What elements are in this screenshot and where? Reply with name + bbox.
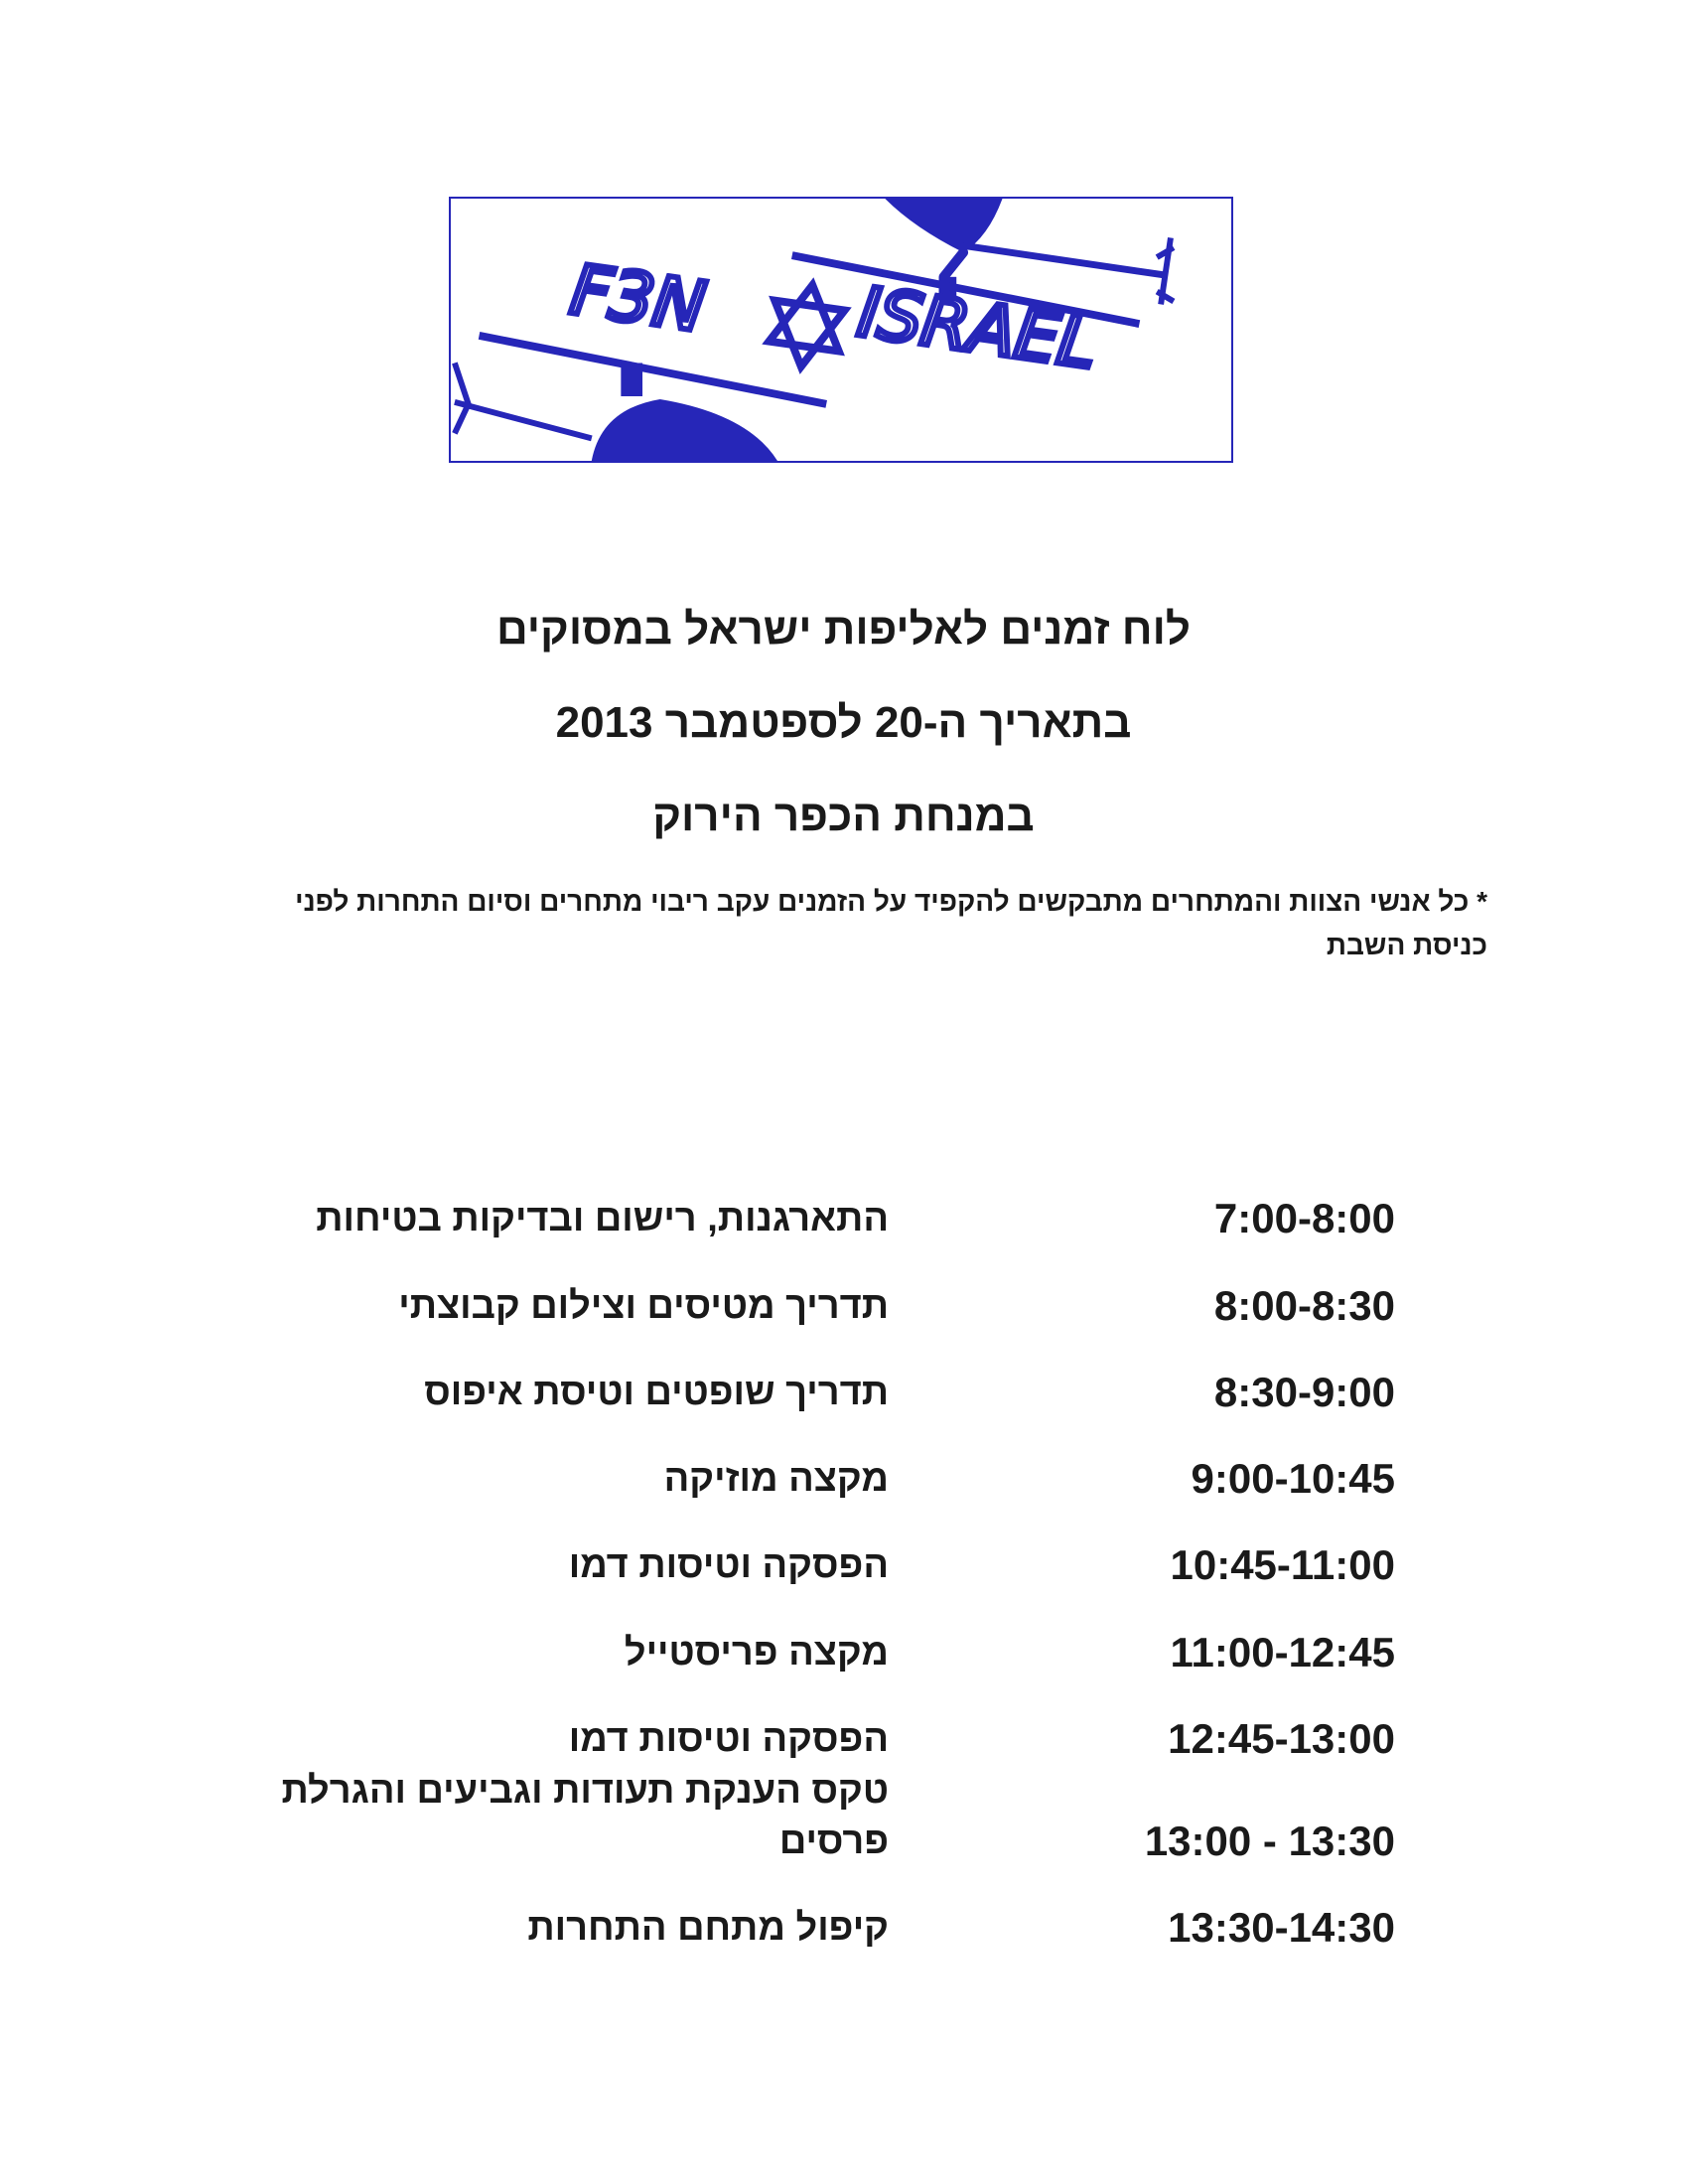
schedule-event-continued: פרסים: [778, 1820, 889, 1862]
notice-line: * כל אנשי הצוות והמתחרים מתבקשים להקפיד על הזמנים עקב ריבוי מתחרים וסיום התחרות לפני: [295, 886, 1487, 917]
schedule-time: 12:45-13:00: [1168, 1715, 1395, 1762]
schedule-event: מקצה מוזיקה: [663, 1458, 889, 1500]
page-title: לוח זמנים לאליפות ישראל במסוקים: [495, 605, 1192, 654]
schedule-event: קיפול מתחם התחרות: [527, 1907, 889, 1949]
schedule-event: תדריך שופטים וטיסת איפוס: [424, 1372, 889, 1413]
notice-line: כניסת השבת: [1326, 930, 1487, 960]
schedule-time: 13:30-14:30: [1168, 1904, 1395, 1951]
event-location: במנחת הכפר הירוק: [652, 792, 1035, 840]
schedule-time: 13:00 - 13:30: [1144, 1818, 1395, 1864]
event-date: בתאריך ה-20 לספטמבר 2013: [555, 698, 1132, 747]
schedule-event: תדריך מטיסים וצילום קבוצתי: [398, 1285, 889, 1327]
logo-text-f3n: F3N: [566, 250, 710, 349]
schedule-time: 7:00-8:00: [1213, 1195, 1395, 1241]
schedule-event: התארגנות, רישום ובדיקות בטיחות: [316, 1198, 889, 1239]
schedule-event: מקצה פריסטייל: [624, 1632, 889, 1674]
schedule-event: הפסקה וטיסות דמו: [568, 1718, 889, 1760]
logo-text-israel: ISRAEL: [853, 272, 1102, 385]
schedule-time: 10:45-11:00: [1170, 1541, 1395, 1588]
schedule-time: 8:30-9:00: [1213, 1369, 1395, 1415]
schedule-time: 11:00-12:45: [1170, 1629, 1395, 1675]
schedule-event: הפסקה וטיסות דמו: [568, 1544, 889, 1586]
schedule-time: 8:00-8:30: [1213, 1282, 1395, 1329]
schedule-time: 9:00-10:45: [1191, 1455, 1395, 1502]
schedule-event: טקס הענקת תעודות וגביעים והגרלת: [281, 1770, 889, 1812]
